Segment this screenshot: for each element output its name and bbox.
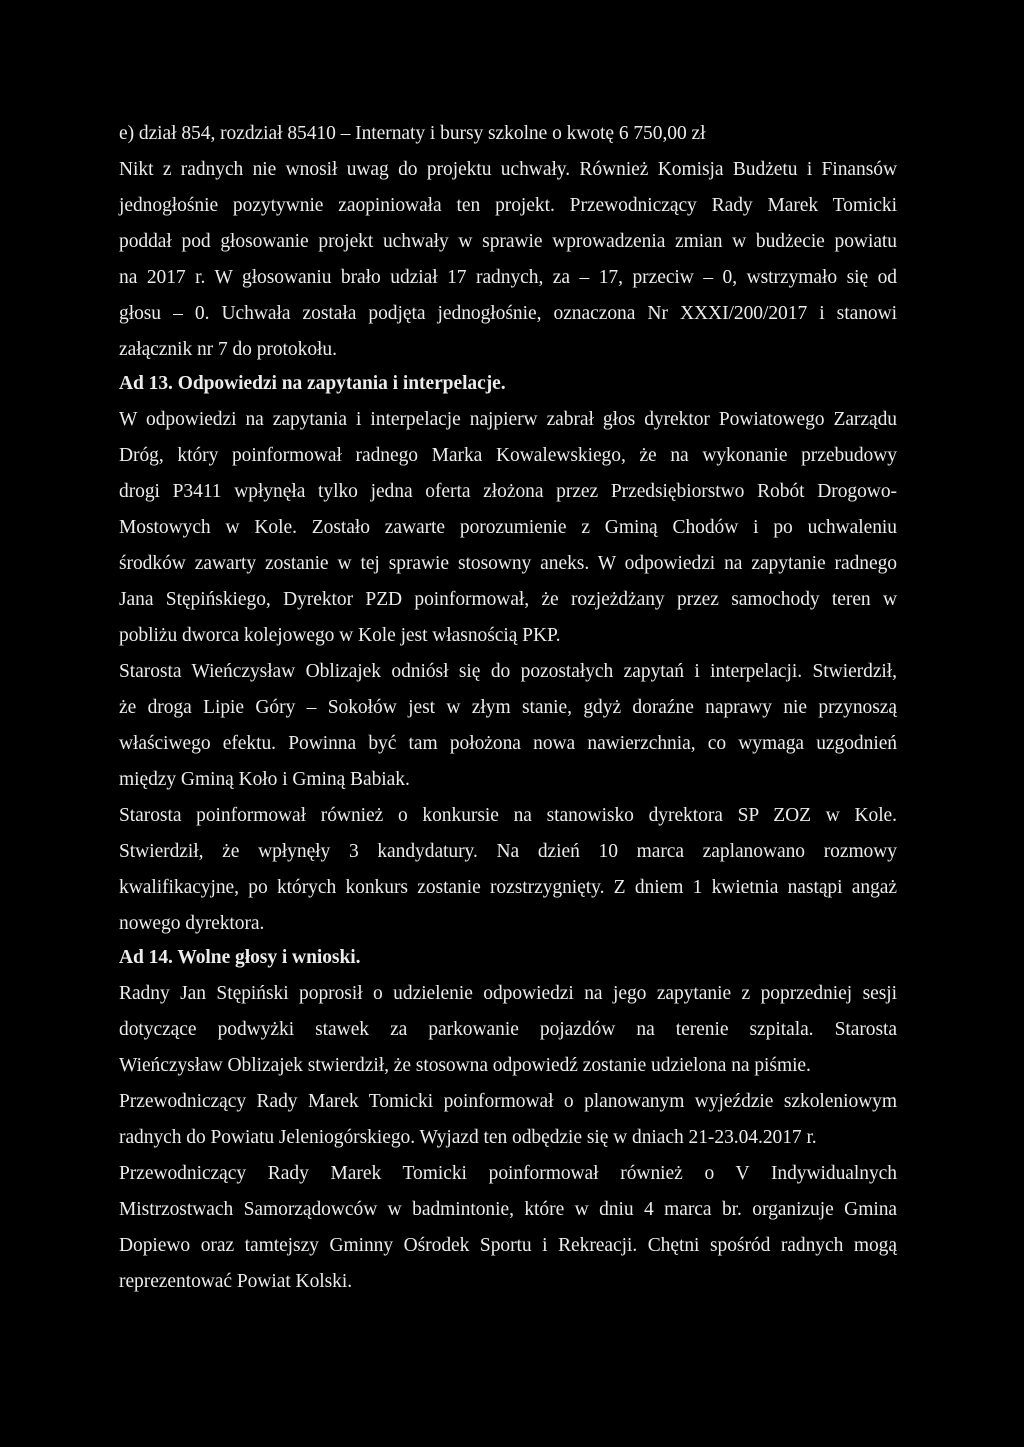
paragraph-line: Starosta Wieńczysław Oblizajek odniósł się do pozostałych zapytań i interpelacji. Stwierdził,: [119, 661, 897, 682]
paragraph-line: Dopiewo oraz tamtejszy Gminny Ośrodek Sportu i Rekreacji. Chętni spośród radnych mogą: [119, 1235, 897, 1256]
paragraph-line: głosu – 0. Uchwała została podjęta jednogłośnie, oznaczona Nr XXXI/200/2017 i stanowi: [119, 303, 897, 324]
paragraph-line: Mostowych w Kole. Zostało zawarte porozumienie z Gminą Chodów i po uchwaleniu: [119, 517, 897, 538]
paragraph-line: Stwierdził, że wpłynęły 3 kandydatury. Na dzień 10 marca zaplanowano rozmowy: [119, 841, 897, 862]
paragraph-line: że droga Lipie Góry – Sokołów jest w złym stanie, gdyż doraźne naprawy nie przynoszą: [119, 697, 897, 718]
paragraph-line: środków zawarty zostanie w tej sprawie stosowny aneks. W odpowiedzi na zapytanie radnego: [119, 553, 897, 574]
paragraph-line: W odpowiedzi na zapytania i interpelacje najpierw zabrał głos dyrektor Powiatowego Zarządu: [119, 409, 897, 430]
paragraph-line: radnych do Powiatu Jeleniogórskiego. Wyjazd ten odbędzie się w dniach 21-23.04.2017 r.: [119, 1127, 817, 1148]
paragraph-line: między Gminą Koło i Gminą Babiak.: [119, 769, 410, 790]
paragraph-line: Wieńczysław Oblizajek stwierdził, że stosowna odpowiedź zostanie udzielona na piśmie.: [119, 1055, 811, 1076]
paragraph-line: Jana Stępińskiego, Dyrektor PZD poinformował, że rozjeżdżany przez samochody teren w: [119, 589, 897, 610]
paragraph-line: kwalifikacyjne, po których konkurs zostanie rozstrzygnięty. Z dniem 1 kwietnia nastąpi angaż: [119, 877, 897, 898]
paragraph-line: pobliżu dworca kolejowego w Kole jest własnością PKP.: [119, 625, 561, 646]
paragraph-line: Mistrzostwach Samorządowców w badmintonie, które w dniu 4 marca br. organizuje Gmina: [119, 1199, 897, 1220]
paragraph-line: jednogłośnie pozytywnie zaopiniowała ten projekt. Przewodniczący Rady Marek Tomicki: [119, 195, 897, 216]
paragraph-line: dotyczące podwyżki stawek za parkowanie pojazdów na terenie szpitala. Starosta: [119, 1019, 897, 1040]
paragraph-line: właściwego efektu. Powinna być tam położona nowa nawierzchnia, co wymaga uzgodnień: [119, 733, 897, 754]
section-heading-ad-14: Ad 14. Wolne głosy i wnioski.: [119, 947, 361, 968]
paragraph-line: Starosta poinformował również o konkursie na stanowisko dyrektora SP ZOZ w Kole.: [119, 805, 897, 826]
paragraph-line: drogi P3411 wpłynęła tylko jedna oferta złożona przez Przedsiębiorstwo Robót Drogowo-: [119, 481, 897, 502]
section-heading-ad-13: Ad 13. Odpowiedzi na zapytania i interpelacje.: [119, 373, 506, 394]
list-item-budget-dzial-854: e) dział 854, rozdział 85410 – Internaty i bursy szkolne o kwotę 6 750,00 zł: [119, 123, 706, 144]
paragraph-line: Nikt z radnych nie wnosił uwag do projektu uchwały. Również Komisja Budżetu i Finansów: [119, 159, 897, 180]
paragraph-line: Radny Jan Stępiński poprosił o udzielenie odpowiedzi na jego zapytanie z poprzedniej sesji: [119, 983, 897, 1004]
paragraph-line: na 2017 r. W głosowaniu brało udział 17 radnych, za – 17, przeciw – 0, wstrzymało się od: [119, 267, 897, 288]
paragraph-line: Dróg, który poinformował radnego Marka Kowalewskiego, że na wykonanie przebudowy: [119, 445, 897, 466]
paragraph-line: Przewodniczący Rady Marek Tomicki poinformował również o V Indywidualnych: [119, 1163, 897, 1184]
paragraph-line: poddał pod głosowanie projekt uchwały w sprawie wprowadzenia zmian w budżecie powiatu: [119, 231, 897, 252]
paragraph-line: nowego dyrektora.: [119, 913, 265, 934]
paragraph-line: reprezentować Powiat Kolski.: [119, 1271, 353, 1292]
paragraph-line: Przewodniczący Rady Marek Tomicki poinformował o planowanym wyjeździe szkoleniowym: [119, 1091, 897, 1112]
paragraph-line: załącznik nr 7 do protokołu.: [119, 339, 337, 360]
